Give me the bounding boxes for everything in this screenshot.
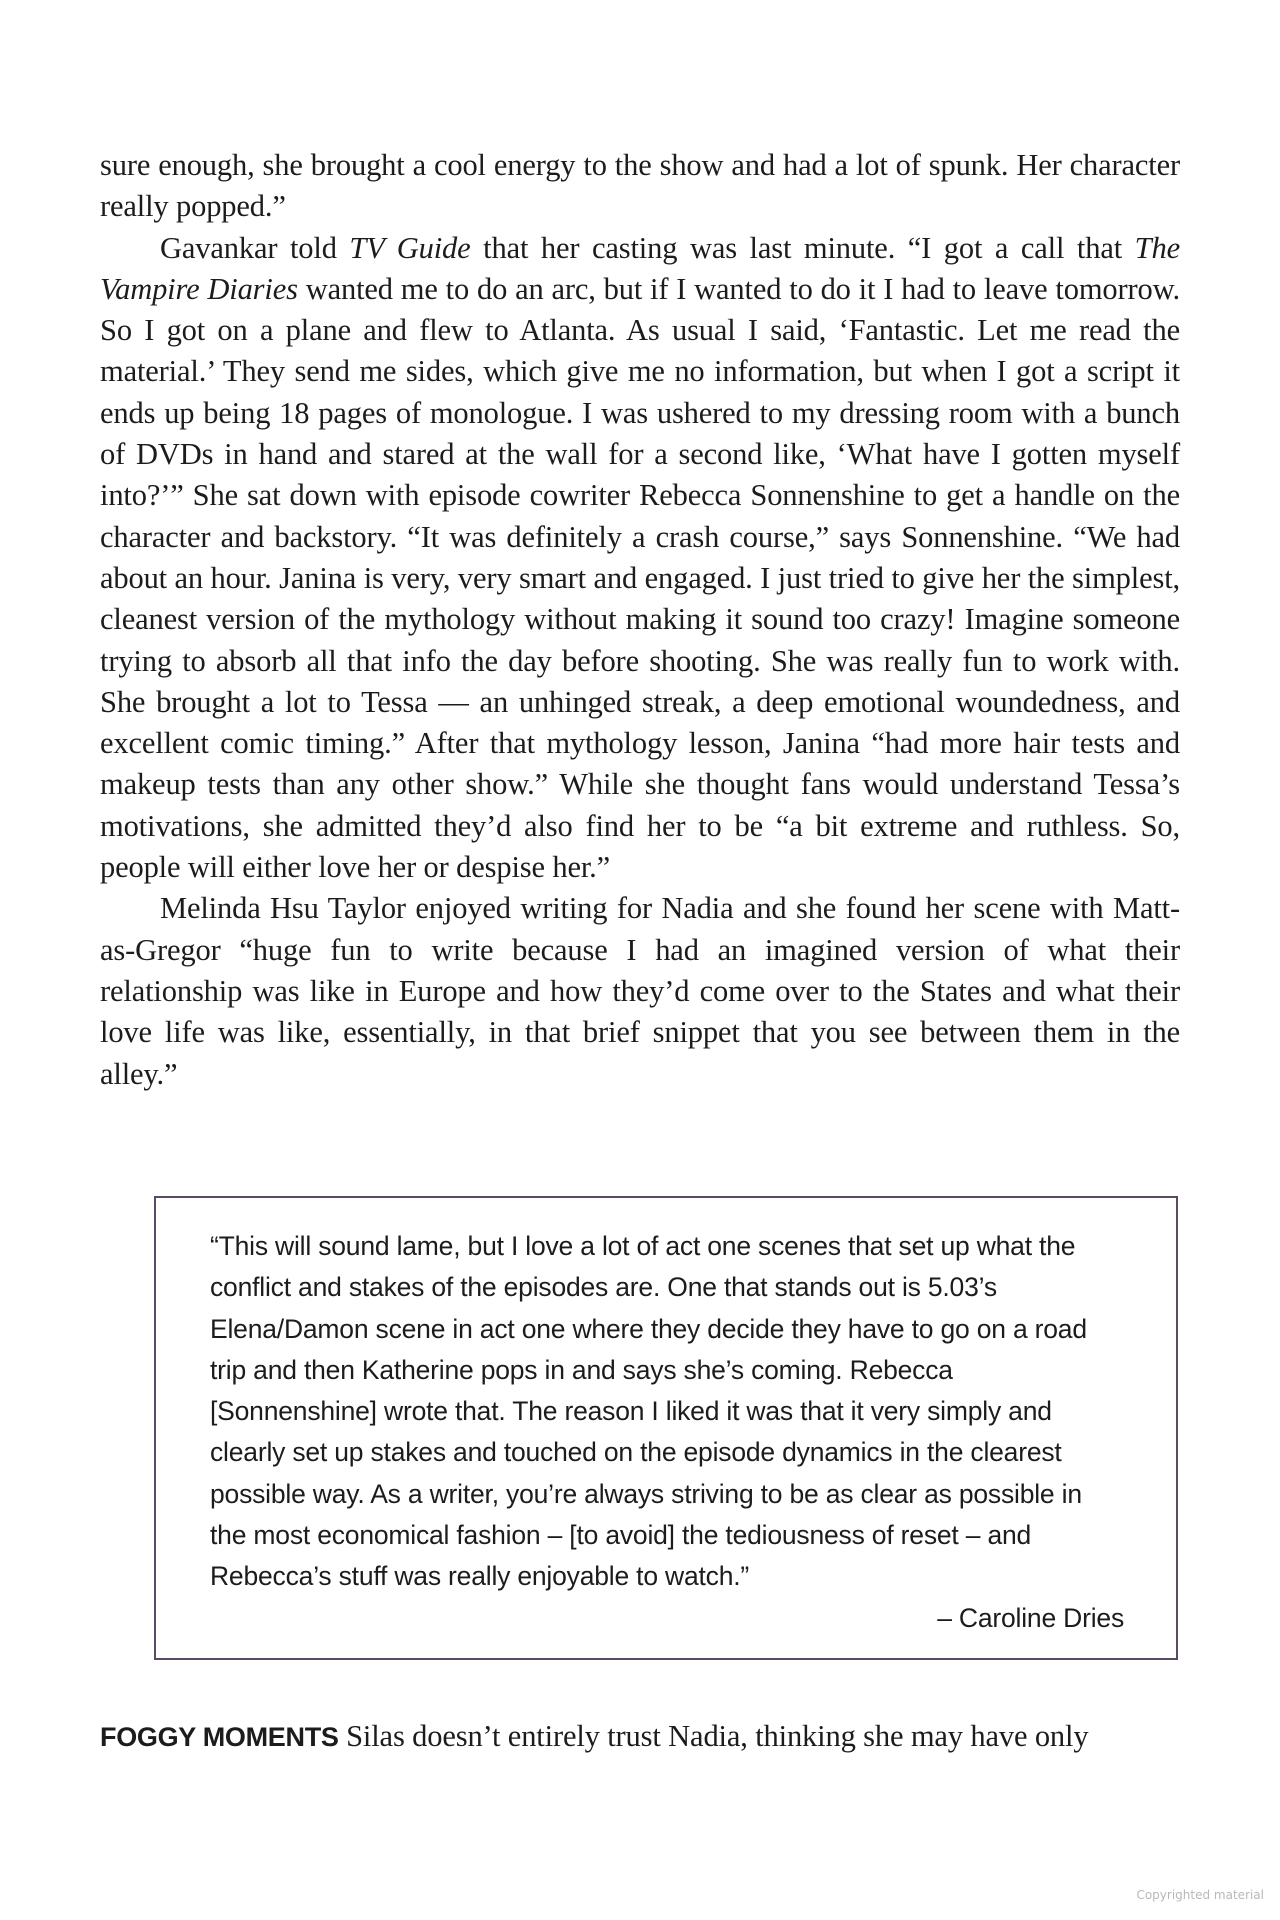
paragraph-melinda: Melinda Hsu Taylor enjoyed writing for Nadia and she found her scene with Matt-as-Gregor “huge fun to write because I had an imagined version of what their relationship was like in Europe and how they’d come over to the States and what their love life was like, essentially, in that brief snippet that you see between them in the alley.” [100, 891, 1180, 1091]
paragraph-foggy-moments [100, 1716, 1180, 1758]
body-text-bottom [100, 1716, 1180, 1758]
paragraph-gavankar [100, 228, 1180, 889]
sidebar-attribution: – Caroline Dries [937, 1602, 1124, 1633]
text-run: Gavankar told [160, 230, 350, 265]
quote-sidebar-box [154, 1196, 1178, 1660]
italic-title-tv-guide: TV Guide [349, 230, 471, 265]
sidebar-quote: “This will sound lame, but I love a lot of act one scenes that set up what the conflict and stakes of the episodes are. One that stands out is 5.03’s Elena/Damon scene in act one where they decide they have to go on a road trip and then Katherine pops in and says she’s coming. Rebecca [Sonnenshine] wrote that. The reason I liked it was that it very simply and clearly set up stakes and touched on the episode dynamics in the clearest possible way. As a writer, you’re always striving to be as clear as possible in the most economical fashion – [to avoid] the tediousness of reset – and Rebecca’s stuff was really enjoyable to watch.” [210, 1231, 1087, 1592]
copyright-watermark: Copyrighted material [1136, 1888, 1264, 1902]
paragraph-continuation: sure enough, she brought a cool energy to the show and had a lot of spunk. Her character really popped.” [100, 148, 1180, 224]
body-text-top [100, 145, 1180, 1095]
section-heading: FOGGY MOMENTS [100, 1722, 339, 1752]
italic-title-vampire-diaries: The Vampire Diaries [100, 230, 1180, 306]
text-run: that her casting was last minute. “I got a call that [470, 230, 1135, 265]
text-run: wanted me to do an arc, but if I wanted to do it I had to leave tomorrow. So I got on a plane and flew to Atlanta. As usual I said, ‘Fantastic. Let me read the material.’ They send me sides, which give me no information, but when I got a script it ends up being 18 pages of monologue. I was ushered to my dressing room with a bunch of DVDs in hand and stared at the wall for a second like, ‘What have I gotten myself into?’” She sat down with episode cowriter Rebecca Sonnenshine to get a handle on the character and backstory. “It was definitely a crash course,” says Sonnenshine. “We had about an hour. Janina is very, very smart and engaged. I just tried to give her the simplest, cleanest version of the mythology without making it sound too crazy! Imagine someone trying to absorb all that info the day before shooting. She was really fun to work with. She brought a lot to Tessa — an unhinged streak, a deep emotional woundedness, and excellent comic timing.” After that mythology lesson, Janina “had more hair tests and makeup tests than any other show.” While she thought fans would understand Tessa’s motivations, she admitted they’d also find her to be “a bit extreme and ruthless. So, people will either love her or despise her.” [100, 271, 1180, 885]
section-text: Silas doesn’t entirely trust Nadia, thinking she may have only [338, 1719, 1089, 1753]
